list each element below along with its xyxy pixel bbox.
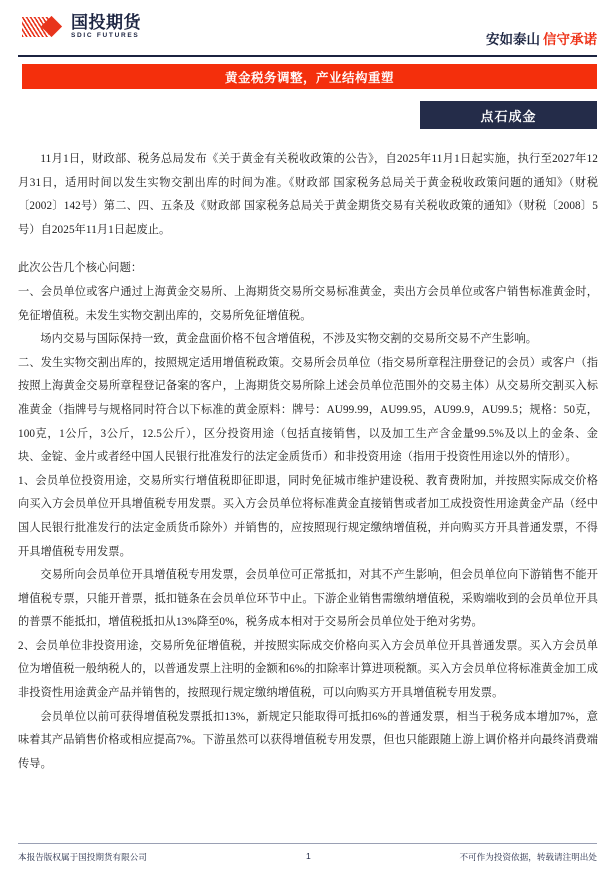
footer-page-number: 1 — [306, 851, 311, 861]
tagline-primary: 安如泰山 — [486, 32, 540, 47]
tagline-secondary: 信守承诺 — [543, 32, 597, 47]
document-body — [18, 148, 598, 776]
report-title: 黄金税务调整，产业结构重塑 — [224, 70, 394, 85]
paragraph-core-questions-heading: 此次公告几个核心问题： — [18, 262, 143, 275]
series-badge-label: 点石成金 — [480, 108, 537, 124]
footer-disclaimer: 不可作为投资依据，转载请注明出处 — [459, 852, 597, 862]
paragraph-section-one: 一、会员单位或客户通过上海黄金交易所、上海期货交易所交易标准黄金，卖出方会员单位或客户销售标准黄金时，免征增值税。未发生实物交割出库的，交易所免征增值税。 — [18, 285, 598, 322]
logo-mark-icon — [22, 15, 66, 39]
logo-company-name-en: SDIC FUTURES — [71, 32, 140, 39]
company-logo — [22, 14, 141, 40]
logo-company-name-cn: 国投期货 — [71, 13, 141, 32]
series-badge — [420, 101, 597, 129]
footer-copyright: 本报告版权属于国投期货有限公司 — [18, 852, 147, 862]
header-divider — [18, 55, 597, 57]
brand-tagline — [486, 28, 597, 48]
logo-text — [71, 14, 141, 40]
paragraph-intro: 11月1日，财政部、税务总局发布《关于黄金有关税收政策的公告》，自2025年11月1日起实施，执行至2027年12月31日，适用时间以发生实物交割出库的时间为准。《财政部 国家税务总局关于黄金税收政策问题的通知》（财税〔2002〕142号）第二、四、五条及《财政部 国家税务总局关于黄金期货交易有关税收政策的通知》（财税〔2008〕5号）自2025年11月1日起废止。 — [18, 153, 598, 236]
page-header — [0, 0, 615, 56]
report-title-banner — [22, 64, 597, 89]
paragraph-section-one-note: 场内交易与国际保持一致，黄金盘面价格不包含增值税，不涉及实物交割的交易所交易不产生影响。 — [40, 333, 538, 346]
paragraph-item-two-note: 会员单位以前可获得增值税发票抵扣13%，新规定只能取得可抵扣6%的普通发票，相当于税务成本增加7%，意味着其产品销售价格或相应提高7%。下游虽然可以获得增值税专用发票，但也只能跟随上游上调价格并向最终消费端传导。 — [18, 710, 598, 770]
paragraph-item-one: 1、会员单位投资用途，交易所实行增值税即征即退，同时免征城市维护建设税、教育费附加，并按照实际成交价格向买入方会员单位开具增值税专用发票。买入方会员单位将标准黄金直接销售或者加工成投资性用途黄金产品（经中国人民银行批准发行的法定金质货币除外）并销售的，应按照现行规定缴纳增值税，并向购买方开具普通发票，不得开具增值税专用发票。 — [18, 474, 598, 558]
paragraph-item-one-note: 交易所向会员单位开具增值税专用发票，会员单位可正常抵扣，对其不产生影响，但会员单位向下游销售不能开增值税专票，只能开普票，抵扣链条在会员单位环节中止。下游企业销售需缴纳增值税，采购端收到的会员单位开具的普票不能抵扣，增值税抵扣从13%降至0%，税务成本相对于交易所会员单位处于绝对劣势。 — [18, 569, 598, 629]
paragraph-item-two: 2、会员单位非投资用途，交易所免征增值税，并按照实际成交价格向买入方会员单位开具普通发票。买入方会员单位为增值税一般纳税人的，以普通发票上注明的金额和6%的扣除率计算进项税额。买入方会员单位将标准黄金加工成非投资性用途黄金产品并销售的，按照现行规定缴纳增值税，可以向购买方开具增值税专用发票。 — [18, 639, 598, 700]
page-footer — [18, 843, 597, 866]
paragraph-section-two: 二、发生实物交割出库的，按照规定适用增值税政策。交易所会员单位（指交易所章程注册登记的会员）或客户（指按照上海黄金交易所章程登记备案的客户，上海期货交易所除上述会员单位范围外的交易主体）从交易所交割买入标准黄金（指牌号与规格同时符合以下标准的黄金原料：牌号：AU99.99，AU99.95，AU99.9，AU99.5；规格：50克，100克，1公斤，3公斤，12.5公斤），区分投资用途（包括直接销售，以及加工生产含金量99.5%及以上的金条、金块、金锭、金片或者经中国人民银行批准发行的法定金质货币）和非投资用途（指用于投资性用途以外的情形）。 — [18, 356, 598, 464]
